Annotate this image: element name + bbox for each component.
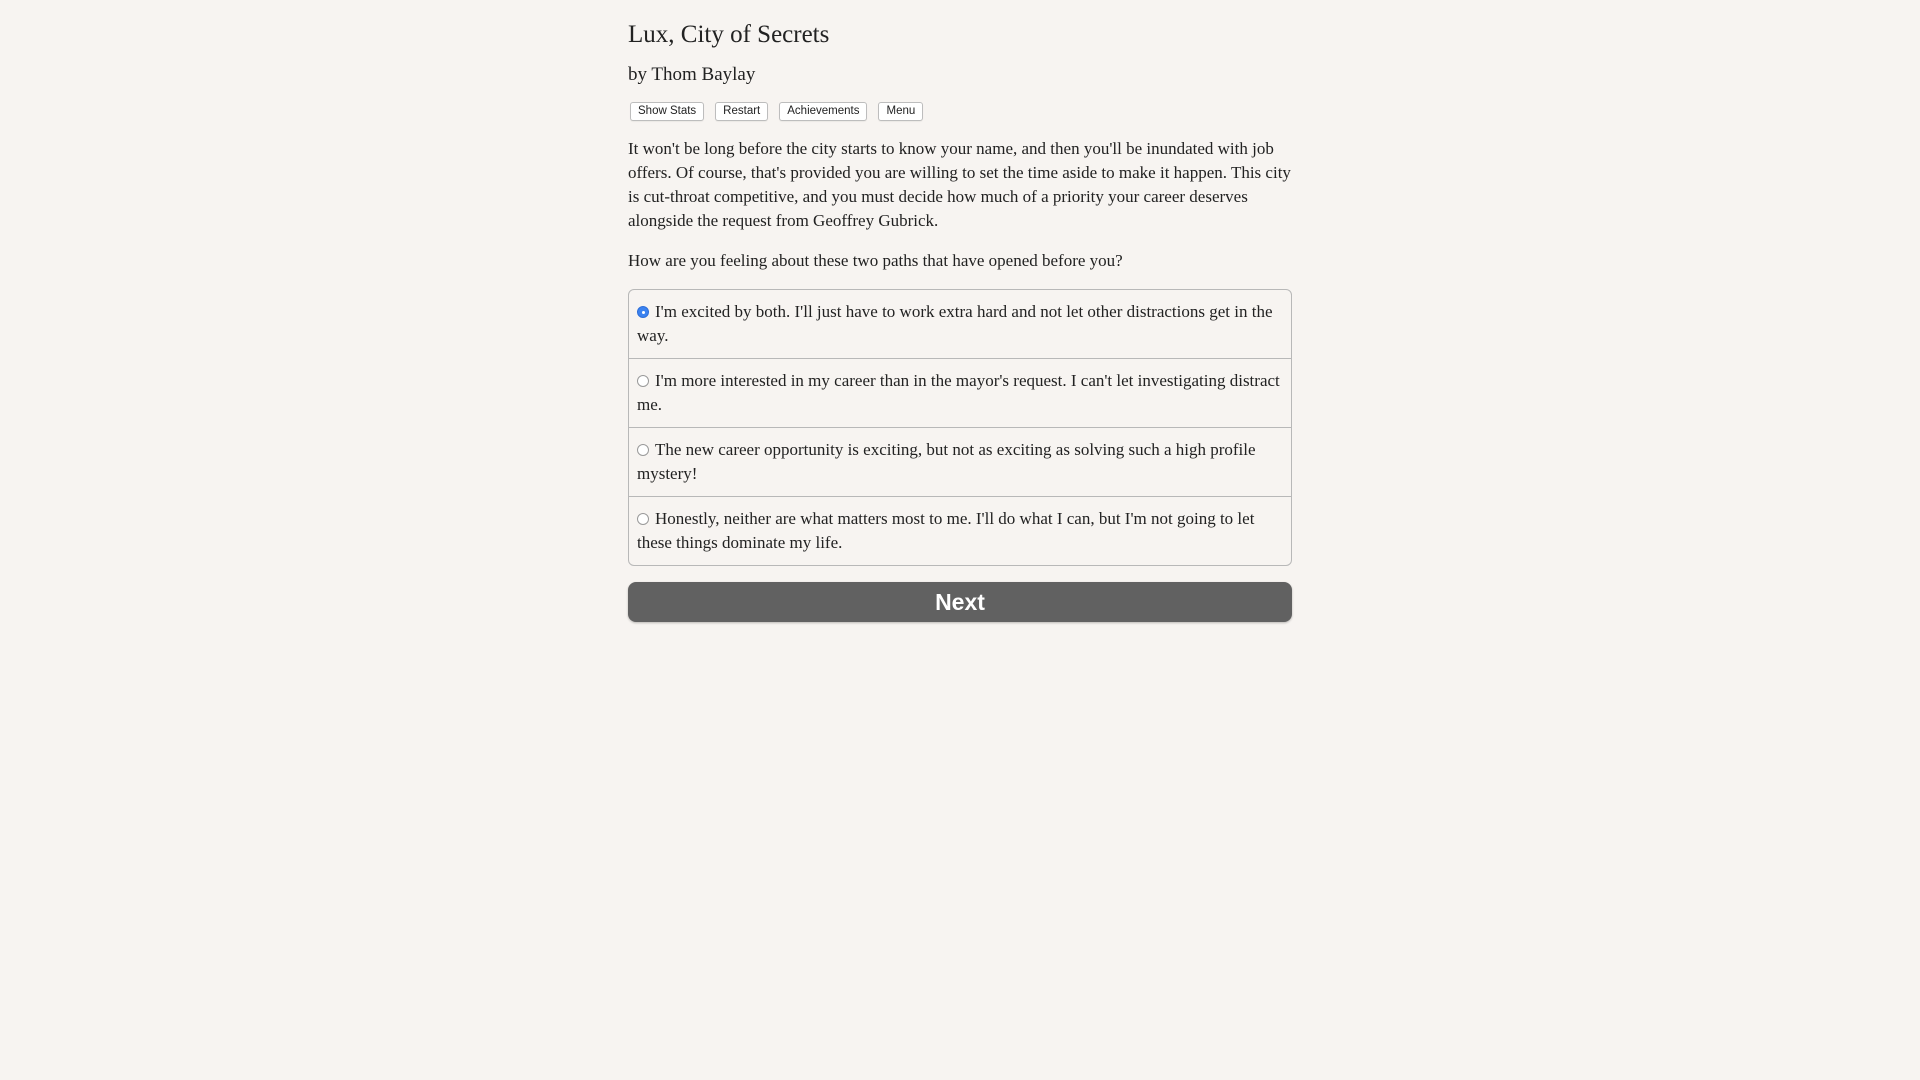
choice-option-2[interactable] <box>629 358 1291 427</box>
game-title: Lux, City of Secrets <box>628 21 830 48</box>
author-byline: by Thom Baylay <box>628 64 756 85</box>
radio-selected-icon[interactable] <box>637 306 649 318</box>
radio-unselected-icon[interactable] <box>637 444 649 456</box>
toolbar <box>628 102 1292 121</box>
menu-button[interactable]: Menu <box>878 102 923 121</box>
choice-label: Honestly, neither are what matters most to me. I'll do what I can, but I'm not going to let these things dominate my life. <box>637 509 1255 552</box>
next-button[interactable]: Next <box>628 582 1292 622</box>
show-stats-button[interactable]: Show Stats <box>630 102 704 121</box>
choice-list <box>628 289 1292 566</box>
choice-label: The new career opportunity is exciting, but not as exciting as solving such a high profile mystery! <box>637 440 1256 483</box>
choice-label: I'm more interested in my career than in the mayor's request. I can't let investigating distract me. <box>637 371 1280 414</box>
game-page <box>628 0 1292 622</box>
story-paragraph: It won't be long before the city starts to know your name, and then you'll be inundated with job offers. Of course, that's provided you are willing to set the time aside to make it happen. This city is cut-throat competitive, and you must decide how much of a priority your career deserves alongside the request from Geoffrey Gubrick. <box>628 139 1291 230</box>
choice-option-1[interactable] <box>629 290 1291 358</box>
choice-option-3[interactable] <box>629 427 1291 496</box>
story-passage <box>628 137 1292 273</box>
restart-button[interactable]: Restart <box>715 102 768 121</box>
achievements-button[interactable]: Achievements <box>779 102 867 121</box>
radio-unselected-icon[interactable] <box>637 513 649 525</box>
radio-unselected-icon[interactable] <box>637 375 649 387</box>
choice-option-4[interactable] <box>629 496 1291 565</box>
choice-label: I'm excited by both. I'll just have to work extra hard and not let other distractions get in the way. <box>637 302 1273 345</box>
story-question: How are you feeling about these two paths that have opened before you? <box>628 251 1123 270</box>
